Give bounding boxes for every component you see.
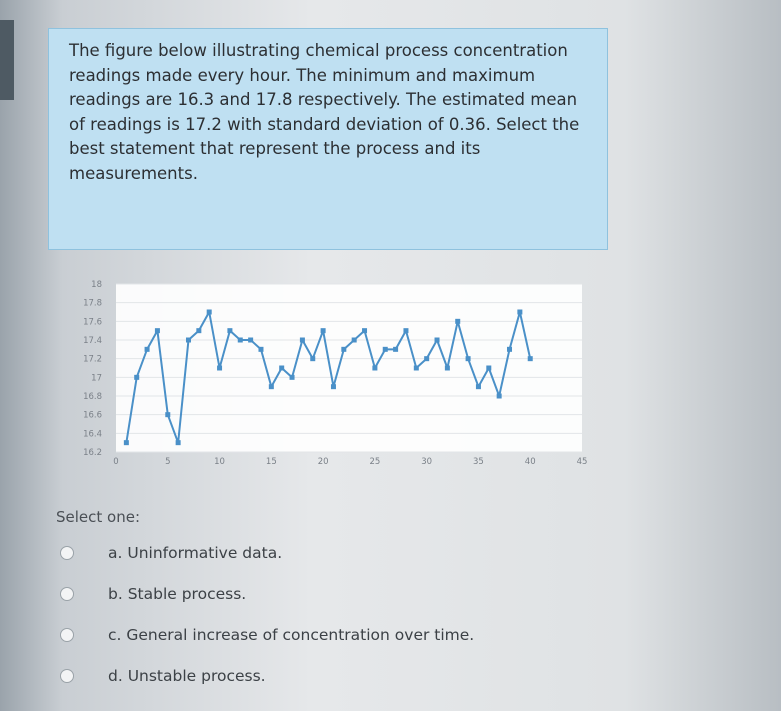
data-point: [486, 366, 491, 371]
x-tick-label: 30: [421, 457, 433, 467]
x-tick-label: 25: [369, 457, 381, 467]
x-tick-label: 5: [165, 457, 171, 467]
option-b[interactable]: [60, 582, 246, 606]
y-tick-label: 16.4: [83, 429, 102, 440]
option-b-label: b. Stable process.: [108, 585, 247, 603]
line-chart: [60, 272, 590, 482]
data-point: [258, 347, 263, 352]
question-card: [48, 28, 608, 250]
data-point: [269, 384, 274, 389]
data-point: [145, 347, 150, 352]
option-c[interactable]: [60, 623, 474, 647]
y-tick-label: 16.6: [83, 410, 102, 421]
data-point: [321, 328, 326, 333]
data-point: [517, 310, 522, 315]
data-point: [445, 366, 450, 371]
data-point: [435, 338, 440, 343]
x-tick-label: 45: [576, 457, 588, 467]
data-point: [455, 319, 460, 324]
data-point: [424, 356, 429, 361]
radio-b[interactable]: [60, 587, 74, 601]
data-point: [279, 366, 284, 371]
data-point: [248, 338, 253, 343]
question-text: The figure below illustrating chemical process concentration readings made every hour. The minimum and maximum readings are 16.3 and 17.8 respectively. The estimated mean of readings is 17.2 with standard deviation of 0.36. Select the best statement that represent the process and its measurements.: [69, 41, 580, 183]
radio-d[interactable]: [60, 669, 74, 683]
data-point: [207, 310, 212, 315]
data-point: [497, 394, 502, 399]
data-point: [186, 338, 191, 343]
data-point: [352, 338, 357, 343]
window-edge: [0, 20, 14, 100]
option-d[interactable]: [60, 664, 266, 688]
y-tick-label: 17.4: [83, 336, 102, 346]
data-point: [528, 356, 533, 361]
data-point: [124, 440, 129, 445]
data-point: [476, 384, 481, 389]
y-tick-label: 16.2: [83, 448, 102, 458]
x-tick-label: 15: [265, 457, 277, 467]
data-point: [217, 366, 222, 371]
data-point: [362, 328, 367, 333]
data-point: [466, 356, 471, 361]
data-point: [300, 338, 305, 343]
data-point: [414, 366, 419, 371]
option-c-label: c. General increase of concentration over time.: [108, 626, 475, 644]
select-one-label: Select one:: [56, 508, 141, 526]
data-point: [507, 347, 512, 352]
x-tick-label: 10: [214, 457, 225, 467]
data-point: [176, 440, 181, 445]
option-a-label: a. Uninformative data.: [108, 544, 283, 562]
data-point: [155, 328, 160, 333]
data-point: [372, 366, 377, 371]
data-point: [331, 384, 336, 389]
y-tick-label: 17: [91, 373, 102, 384]
x-tick-label: 40: [524, 457, 536, 467]
radio-a[interactable]: [60, 546, 74, 560]
data-point: [403, 328, 408, 333]
data-point: [393, 347, 398, 352]
chart: [60, 272, 590, 482]
y-tick-label: 17.6: [83, 317, 102, 328]
x-tick-label: 20: [317, 457, 329, 467]
x-tick-label: 0: [113, 457, 119, 467]
y-tick-label: 17.2: [83, 354, 102, 365]
y-tick-label: 18: [91, 280, 102, 290]
data-point: [165, 412, 170, 417]
data-point: [196, 328, 201, 333]
data-point: [383, 347, 388, 352]
data-point: [290, 375, 295, 380]
data-point: [134, 375, 139, 380]
option-a[interactable]: [60, 541, 282, 565]
radio-c[interactable]: [60, 628, 74, 642]
data-point: [227, 328, 232, 333]
option-d-label: d. Unstable process.: [108, 667, 266, 685]
y-tick-label: 17.8: [83, 298, 102, 309]
data-point: [310, 356, 315, 361]
x-tick-label: 35: [473, 457, 484, 467]
data-point: [341, 347, 346, 352]
data-point: [238, 338, 243, 343]
y-tick-label: 16.8: [83, 392, 102, 402]
